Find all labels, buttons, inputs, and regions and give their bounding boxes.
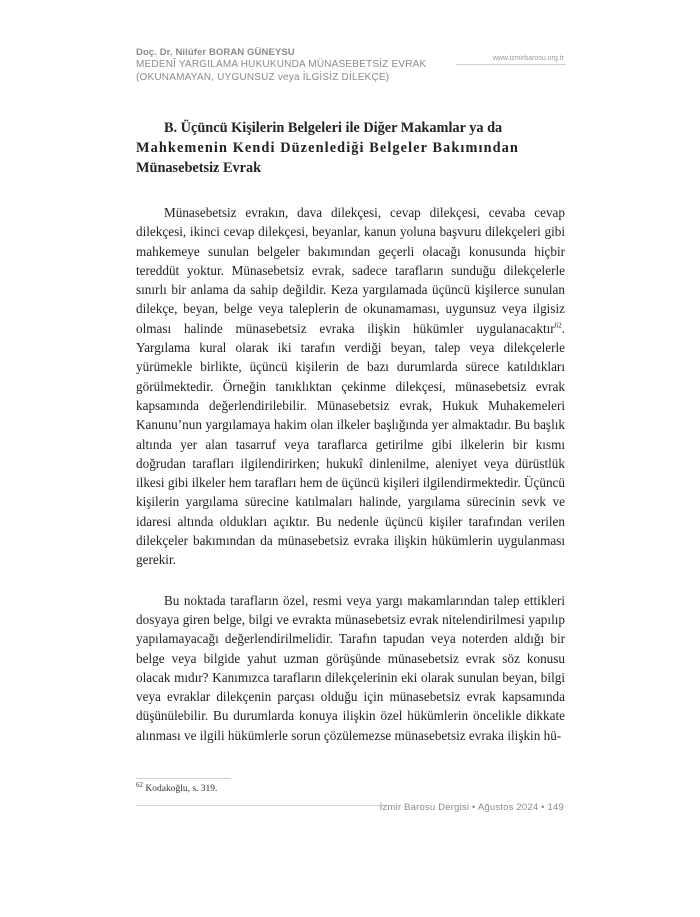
website-link[interactable]: www.izmirbarosu.org.tr — [492, 55, 564, 62]
page-footer: İzmir Barosu Dergisi • Ağustos 2024 • 149 — [379, 802, 564, 813]
section-heading-line-3: Münasebetsiz Evrak — [136, 160, 262, 176]
section-heading — [136, 118, 565, 178]
main-content — [136, 118, 565, 766]
footer-divider — [136, 805, 387, 806]
paragraph-1-part-a: Münasebetsiz evrakın, dava dilekçesi, cevap dilekçesi, cevaba cevap dilekçesi, ikinci cevap dilekçesi, beyanlar, kanun yoluna başvuru dilekçeleri gibi mahkemeye sunulan belgeler bakımından geçerli olacağı konusunda hiçbir tereddüt yoktur. Münasebetsiz evrak, sadece tarafların sunduğu dilekçelerle sınırlı bir anlama da sahip değildir. Keza yargılamada üçüncü kişilerce sunulan dilekçe, beyan, belge veya taleplerin de okunamaması, uygunsuz veya ilgisiz olması halinde münasebetsiz evraka ilişkin hükümler uygulanacaktır — [136, 205, 565, 336]
footnote-number: 62 — [136, 780, 143, 789]
footnote-reference[interactable]: 62 — [554, 321, 562, 330]
header-divider — [456, 64, 566, 65]
footnote-divider — [136, 778, 231, 779]
footnote — [136, 780, 218, 794]
body-paragraph-2: Bu noktada tarafların özel, resmi veya yargı makamlarından talep ettikleri dosyaya giren belge, bilgi ve evrakta münasebetsiz evrak nitelendirilmesi yapılıp yapılamayacağı değerlendirilmelidir. Tarafın tapudan veya noterden aldığı bir belge veya bilgide yahut uzman görüşünde münasebetsiz evrak söz konusu olacak mıdır? Kanımızca tarafların dilekçelerinin eki olarak sunulan beyan, bilgi veya evraklar dilekçenin parçası olduğu için münasebetsiz evrak kapsamında düşünülebilir. Bu durumlarda konuya ilişkin özel hükümlerin öncelikle dikkate alınması ve ilgili hükümlerle sorun çözülemezse münasebetsiz evraka ilişkin hü- — [136, 592, 565, 743]
footnote-text: Kodakoğlu, s. 319. — [143, 784, 218, 794]
running-title-line-2: (OKUNAMAYAN, UYGUNSUZ veya İLGİSİZ DİLEKÇE) — [136, 72, 390, 83]
section-heading-line-1: B. Üçüncü Kişilerin Belgeleri ile Diğer Makamlar ya da — [164, 120, 503, 136]
body-paragraph-1 — [136, 203, 565, 570]
paragraph-1-part-b: . Yargılama kural olarak iki tarafın verdiği beyan, talep veya dilekçelerle yürümekle birlikte, üçüncü kişilerin de bazı durumlarda sürece katıldıkları görülmektedir. Örneğin tanıklıktan çekinme dilekçesi, münasebetsiz evrak kapsamında değerlendirilebilir. Münasebetsiz evrak, Hukuk Muhakemeleri Kanunu’nun yargılamaya hakim olan ilkeler başlığında yer almaktadır. Bu başlık altında yer alan tasarruf veya taraflarca getirilme gibi ilkelerin bir kısmı doğrudan tarafları ilgilendirirken; hukukî dinlenilme, aleniyet veya dürüstlük ilkesi gibi ilkeler hem tarafları hem de üçüncü kişileri ilgilendirmektedir. Üçüncü kişilerin yargılama sürecine katılmaları halinde, yargılama sürecinin sevk ve idaresi altında oldukları açıktır. Bu nedenle üçüncü kişiler tarafından verilen dilekçeler bakımından da münasebetsiz evraka ilişkin hükümlerin uygulanması gerekir. — [136, 320, 565, 568]
author-surname: BORAN GÜNEYSU — [208, 47, 295, 58]
running-title-line-1: MEDENÎ YARGILAMA HUKUKUNDA MÜNASEBETSİZ EVRAK — [136, 59, 427, 70]
author-prefix: Doç. Dr. Nilüfer — [136, 47, 209, 58]
section-heading-line-2: Mahkemenin Kendi Düzenlediği Belgeler Bakımından — [136, 140, 519, 156]
page-header — [136, 47, 566, 84]
